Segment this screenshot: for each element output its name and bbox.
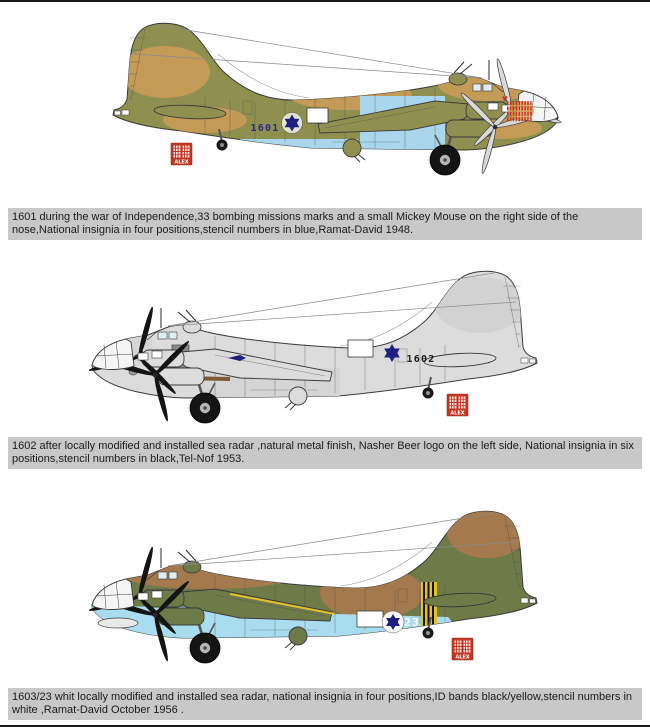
artist-stamp-icon <box>447 394 468 417</box>
caption-1603-text: 1603/23 whit locally modified and installed sea radar, national insignia in four positions,ID bands black/yellow,stencil numbers in white ,Ramat-David October 1956 . <box>12 691 633 716</box>
artist-stamp-icon <box>171 143 192 166</box>
nose-art-patch <box>508 101 534 121</box>
caption-1601 <box>8 208 642 240</box>
waist-window <box>307 108 328 123</box>
waist-window <box>357 611 383 627</box>
aircraft-profile-1602 <box>0 250 650 436</box>
svg-text:ALEX: ALEX <box>455 654 470 661</box>
caption-1602 <box>8 437 642 469</box>
aircraft-profile-1603 <box>0 470 650 688</box>
caption-1601-text: 1601 during the war of Independence,33 bombing missions marks and a small Mickey Mouse on the right side of the nose,National insignia in four positions,stencil numbers in blue,Ramat-David 1948. <box>12 211 579 236</box>
chin-radar-pod <box>98 618 138 628</box>
caption-1603 <box>8 688 642 720</box>
artist-stamp-icon <box>452 638 473 661</box>
serial-number: 23 <box>404 616 420 629</box>
svg-text:ALEX: ALEX <box>174 159 189 166</box>
aircraft-profile-1601 <box>0 2 650 206</box>
serial-number: 1601 <box>250 123 280 134</box>
waist-window <box>348 340 373 357</box>
serial-number: 1602 <box>406 354 436 365</box>
caption-1602-text: 1602 after locally modified and installed sea radar ,natural metal finish, Nasher Beer logo on the left side, National insignia in six positions,stencil numbers in black,Tel-Nof 1953. <box>12 440 634 465</box>
svg-text:ALEX: ALEX <box>450 410 465 417</box>
